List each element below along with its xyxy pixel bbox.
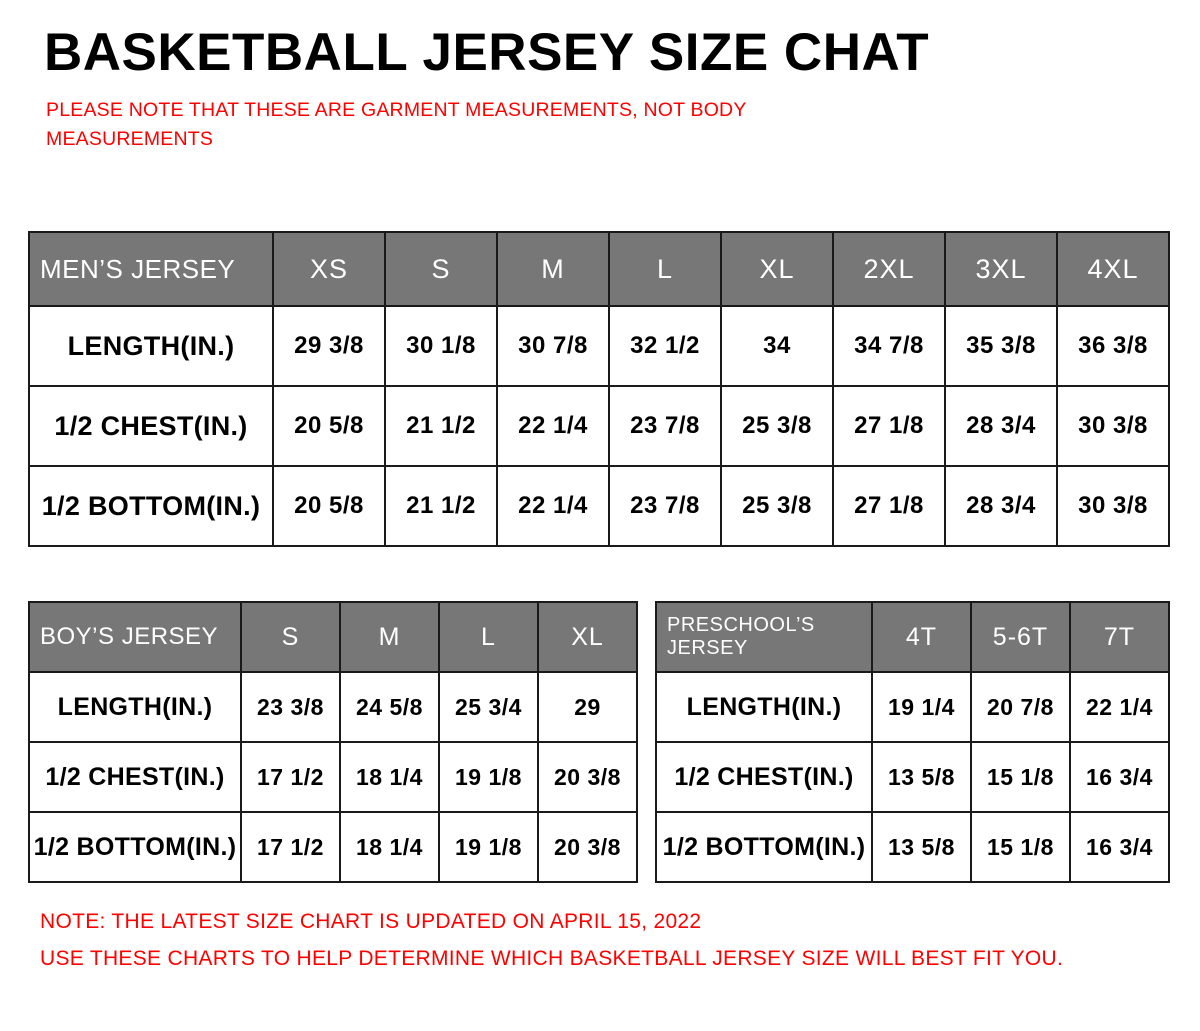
table-row xyxy=(29,742,637,812)
measurement-cell: 23 3/8 xyxy=(241,672,340,742)
row-label: LENGTH(IN.) xyxy=(29,672,241,742)
measurement-cell: 19 1/8 xyxy=(439,742,538,812)
size-header-cell: L xyxy=(439,602,538,672)
measurement-cell: 20 3/8 xyxy=(538,742,637,812)
measurement-cell: 30 1/8 xyxy=(385,306,497,386)
measurement-cell: 30 7/8 xyxy=(497,306,609,386)
size-header-cell: 5-6T xyxy=(971,602,1070,672)
measurement-cell: 23 7/8 xyxy=(609,386,721,466)
measurement-cell: 17 1/2 xyxy=(241,812,340,882)
table-row xyxy=(29,386,1169,466)
boys-table-label: BOY’S JERSEY xyxy=(29,602,241,672)
measurement-cell: 20 5/8 xyxy=(273,386,385,466)
measurement-cell: 19 1/8 xyxy=(439,812,538,882)
row-label: 1/2 BOTTOM(IN.) xyxy=(656,812,872,882)
table-header-row xyxy=(29,232,1169,306)
measurement-cell: 15 1/8 xyxy=(971,812,1070,882)
measurement-cell: 18 1/4 xyxy=(340,812,439,882)
preschool-jersey-table-wrapper xyxy=(655,601,1170,883)
table-row xyxy=(656,742,1169,812)
measurement-cell: 30 3/8 xyxy=(1057,386,1169,466)
size-header-cell: L xyxy=(609,232,721,306)
size-header-cell: S xyxy=(241,602,340,672)
table-row xyxy=(29,672,637,742)
measurement-cell: 24 5/8 xyxy=(340,672,439,742)
size-header-cell: 4XL xyxy=(1057,232,1169,306)
measurement-cell: 17 1/2 xyxy=(241,742,340,812)
measurement-cell: 25 3/8 xyxy=(721,466,833,546)
boys-jersey-table-wrapper xyxy=(28,601,638,883)
measurement-cell: 20 3/8 xyxy=(538,812,637,882)
table-row xyxy=(29,306,1169,386)
row-label: 1/2 CHEST(IN.) xyxy=(29,742,241,812)
measurement-cell: 29 3/8 xyxy=(273,306,385,386)
measurement-cell: 19 1/4 xyxy=(872,672,971,742)
table-row xyxy=(29,812,637,882)
measurement-cell: 28 3/4 xyxy=(945,386,1057,466)
size-header-cell: 3XL xyxy=(945,232,1057,306)
row-label: 1/2 BOTTOM(IN.) xyxy=(29,812,241,882)
measurement-cell: 29 xyxy=(538,672,637,742)
size-header-cell: XL xyxy=(721,232,833,306)
size-header-cell: 7T xyxy=(1070,602,1169,672)
size-header-cell: M xyxy=(340,602,439,672)
table-row xyxy=(29,466,1169,546)
measurement-cell: 16 3/4 xyxy=(1070,812,1169,882)
footer-note-usage: USE THESE CHARTS TO HELP DETERMINE WHICH BASKETBALL JERSEY SIZE WILL BEST FIT YOU. xyxy=(40,946,1064,970)
row-label: LENGTH(IN.) xyxy=(656,672,872,742)
size-header-cell: XS xyxy=(273,232,385,306)
measurement-cell: 35 3/8 xyxy=(945,306,1057,386)
footer-note-update: NOTE: THE LATEST SIZE CHART IS UPDATED ON APRIL 15, 2022 xyxy=(40,910,702,933)
measurement-cell: 22 1/4 xyxy=(497,386,609,466)
table-header-row xyxy=(29,602,637,672)
row-label: 1/2 BOTTOM(IN.) xyxy=(29,466,273,546)
measurement-cell: 21 1/2 xyxy=(385,386,497,466)
preschool-table-label: PRESCHOOL’S JERSEY xyxy=(656,602,872,672)
measurement-cell: 27 1/8 xyxy=(833,466,945,546)
measurement-cell: 27 1/8 xyxy=(833,386,945,466)
measurement-cell: 21 1/2 xyxy=(385,466,497,546)
boys-jersey-table xyxy=(28,601,638,883)
size-header-cell: 4T xyxy=(872,602,971,672)
measurement-disclaimer: PLEASE NOTE THAT THESE ARE GARMENT MEASUREMENTS, NOT BODY MEASUREMENTS xyxy=(46,99,747,150)
size-header-cell: S xyxy=(385,232,497,306)
measurement-cell: 34 7/8 xyxy=(833,306,945,386)
table-row xyxy=(656,812,1169,882)
measurement-cell: 20 7/8 xyxy=(971,672,1070,742)
size-chart-page xyxy=(0,24,1200,1031)
measurement-cell: 18 1/4 xyxy=(340,742,439,812)
measurement-cell: 25 3/8 xyxy=(721,386,833,466)
measurement-cell: 25 3/4 xyxy=(439,672,538,742)
footer-notes xyxy=(40,904,1063,978)
mens-jersey-table-wrapper xyxy=(28,231,1170,547)
row-label: 1/2 CHEST(IN.) xyxy=(29,386,273,466)
measurement-cell: 22 1/4 xyxy=(1070,672,1169,742)
mens-table-label: MEN’S JERSEY xyxy=(29,232,273,306)
measurement-cell: 23 7/8 xyxy=(609,466,721,546)
measurement-cell: 22 1/4 xyxy=(497,466,609,546)
measurement-cell: 30 3/8 xyxy=(1057,466,1169,546)
measurement-cell: 32 1/2 xyxy=(609,306,721,386)
row-label: LENGTH(IN.) xyxy=(29,306,273,386)
table-row xyxy=(656,672,1169,742)
page-title: BASKETBALL JERSEY SIZE CHAT xyxy=(44,23,930,82)
measurement-cell: 34 xyxy=(721,306,833,386)
measurement-cell: 20 5/8 xyxy=(273,466,385,546)
measurement-cell: 13 5/8 xyxy=(872,812,971,882)
measurement-cell: 16 3/4 xyxy=(1070,742,1169,812)
size-header-cell: 2XL xyxy=(833,232,945,306)
size-header-cell: M xyxy=(497,232,609,306)
measurement-cell: 15 1/8 xyxy=(971,742,1070,812)
size-header-cell: XL xyxy=(538,602,637,672)
row-label: 1/2 CHEST(IN.) xyxy=(656,742,872,812)
measurement-cell: 36 3/8 xyxy=(1057,306,1169,386)
mens-jersey-table xyxy=(28,231,1170,547)
measurement-cell: 28 3/4 xyxy=(945,466,1057,546)
measurement-cell: 13 5/8 xyxy=(872,742,971,812)
table-header-row xyxy=(656,602,1169,672)
preschool-jersey-table xyxy=(655,601,1170,883)
